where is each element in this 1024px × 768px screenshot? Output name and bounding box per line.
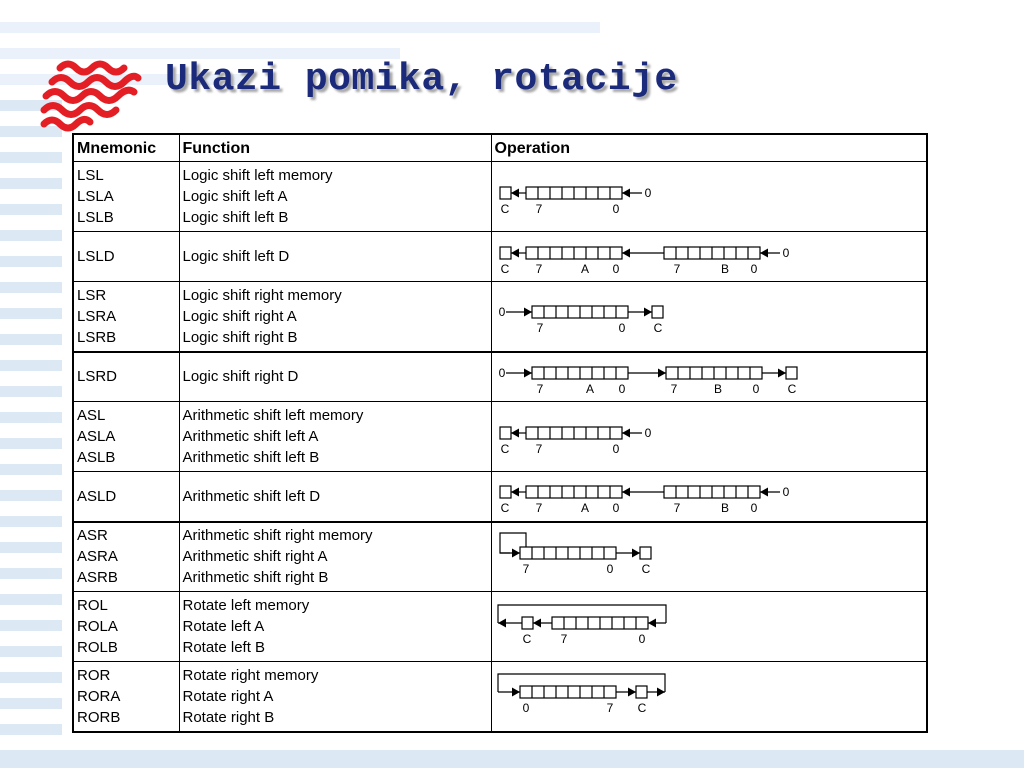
operation-cell — [491, 352, 927, 402]
mnemonic: ASRB — [77, 569, 118, 587]
mnemonic-cell — [73, 592, 179, 662]
arrow-head — [644, 308, 652, 317]
register-a-label: A — [580, 261, 589, 276]
arrow-head — [648, 618, 656, 627]
table-row — [73, 232, 927, 282]
header-operation: Operation — [491, 134, 927, 162]
shift-left-16-diagram — [494, 474, 834, 518]
mnemonic: LSL — [77, 167, 104, 184]
bit-msb-label: 7 — [536, 321, 543, 336]
mnemonic: ASLD — [77, 487, 117, 505]
mnemonic: LSLB — [77, 209, 114, 226]
carry-label: C — [522, 631, 531, 646]
table-row — [73, 662, 927, 732]
table-row — [73, 472, 927, 522]
function-text: Arithmetic shift left B — [182, 449, 320, 466]
table-row — [73, 592, 927, 662]
bit-lsb-label: 0 — [618, 381, 625, 396]
function-text: Rotate left A — [182, 618, 265, 635]
function-text: Logic shift left memory — [182, 167, 333, 184]
zero-in-label: 0 — [644, 185, 651, 200]
operation-cell — [491, 162, 927, 232]
carry-label: C — [500, 501, 509, 516]
bit-lsb-label: 0 — [750, 501, 757, 516]
function-text: Logic shift right A — [182, 307, 297, 325]
operation-cell — [491, 592, 927, 662]
function-text: Arithmetic shift right A — [182, 548, 328, 566]
function-text: Logic shift right B — [182, 328, 298, 346]
operation-cell — [491, 232, 927, 282]
carry-box — [500, 187, 511, 199]
arrow-head — [512, 548, 520, 557]
bit-lsb-label: 0 — [750, 261, 757, 276]
bit-lsb-label: 0 — [612, 201, 619, 216]
function-cell — [179, 472, 491, 522]
shift-right-8-diagram — [494, 294, 834, 338]
arrow-head — [760, 248, 768, 257]
table-row — [73, 282, 927, 352]
bit-lsb-label: 0 — [522, 701, 529, 716]
logo-icon — [38, 52, 168, 138]
register-b-label: B — [720, 501, 729, 516]
arrow-head — [511, 488, 519, 497]
mnemonic: LSRA — [77, 307, 117, 325]
rotate-right-8-diagram — [494, 674, 834, 718]
bit-msb-label: 7 — [673, 261, 680, 276]
arrow-head — [622, 188, 630, 197]
register-b-label: B — [720, 261, 729, 276]
mnemonic: LSR — [77, 286, 107, 304]
slide-title: Ukazi pomika, rotacije — [165, 58, 678, 101]
function-text: Rotate right B — [182, 708, 275, 726]
arrow-head — [498, 618, 506, 627]
carry-box — [786, 367, 797, 379]
function-text: Logic shift right memory — [182, 286, 342, 304]
carry-label: C — [653, 321, 662, 336]
mnemonic-cell — [73, 662, 179, 732]
shift-left-8-diagram — [494, 175, 834, 219]
mnemonic: ASRA — [77, 548, 118, 566]
function-text: Arithmetic shift left D — [182, 487, 321, 505]
carry-box — [522, 617, 533, 629]
mnemonic: LSLA — [77, 188, 114, 205]
carry-box — [652, 306, 663, 318]
carry-label: C — [637, 701, 646, 716]
carry-box — [500, 486, 511, 498]
bit-msb-label: 7 — [535, 261, 542, 276]
instruction-table — [72, 133, 928, 733]
function-cell — [179, 402, 491, 472]
function-text: Rotate left memory — [182, 597, 310, 614]
operation-cell — [491, 402, 927, 472]
mnemonic-cell — [73, 522, 179, 592]
operation-cell — [491, 472, 927, 522]
table-row — [73, 352, 927, 402]
arith-shift-right-8-diagram — [494, 535, 834, 579]
table-row — [73, 522, 927, 592]
mnemonic: ASL — [77, 407, 106, 424]
carry-box — [640, 547, 651, 559]
register-a-label: A — [580, 501, 589, 516]
function-text: Rotate right memory — [182, 666, 319, 684]
mnemonic: ROL — [77, 597, 108, 614]
function-cell — [179, 282, 491, 352]
table-header-row — [73, 134, 927, 162]
zero-in-label: 0 — [644, 425, 651, 440]
mnemonic-cell — [73, 352, 179, 402]
mnemonic: RORB — [77, 708, 121, 726]
function-text: Logic shift left B — [182, 209, 289, 226]
bit-lsb-label: 0 — [618, 321, 625, 336]
mnemonic-cell — [73, 162, 179, 232]
register-b-label: B — [713, 381, 722, 396]
carry-box — [636, 686, 647, 698]
header-function: Function — [179, 134, 491, 162]
function-text: Arithmetic shift right B — [182, 569, 329, 587]
bit-msb-label: 7 — [606, 701, 613, 716]
operation-cell — [491, 522, 927, 592]
function-cell — [179, 592, 491, 662]
mnemonic: LSRB — [77, 328, 117, 346]
operation-cell — [491, 662, 927, 732]
mnemonic: ROR — [77, 666, 111, 684]
zero-in-label: 0 — [782, 485, 789, 500]
arrow-head — [533, 618, 541, 627]
zero-in-label: 0 — [498, 305, 505, 320]
function-text: Rotate left B — [182, 639, 266, 656]
bit-lsb-label: 0 — [612, 261, 619, 276]
shift-left-8-diagram — [494, 415, 834, 459]
zero-in-label: 0 — [782, 245, 789, 260]
arrow-head — [778, 368, 786, 377]
header-mnemonic: Mnemonic — [73, 134, 179, 162]
table-row — [73, 162, 927, 232]
bit-msb-label: 7 — [535, 201, 542, 216]
arrow-head — [628, 688, 636, 697]
function-text: Logic shift right D — [182, 368, 299, 386]
function-text: Logic shift left A — [182, 188, 288, 205]
bit-lsb-label: 0 — [752, 381, 759, 396]
zero-in-label: 0 — [498, 365, 505, 380]
carry-box — [500, 427, 511, 439]
arrow-head — [511, 248, 519, 257]
bit-lsb-label: 0 — [612, 441, 619, 456]
bit-msb-label: 7 — [673, 501, 680, 516]
function-cell — [179, 522, 491, 592]
mnemonic: ASR — [77, 527, 108, 545]
mnemonic: ASLA — [77, 428, 116, 445]
function-text: Logic shift left D — [182, 248, 290, 265]
carry-label: C — [641, 561, 650, 576]
shift-right-16-diagram — [494, 355, 834, 399]
arrow-head — [632, 548, 640, 557]
function-cell — [179, 352, 491, 402]
function-text: Arithmetic shift left A — [182, 428, 319, 445]
bit-lsb-label: 0 — [638, 631, 645, 646]
mnemonic-cell — [73, 472, 179, 522]
arrow-head — [658, 368, 666, 377]
carry-box — [500, 247, 511, 259]
arrow-head — [760, 488, 768, 497]
register-a-label: A — [585, 381, 594, 396]
mnemonic: LSLD — [77, 248, 115, 265]
function-text: Arithmetic shift right memory — [182, 527, 373, 545]
bit-msb-label: 7 — [535, 441, 542, 456]
bit-msb-label: 7 — [522, 561, 529, 576]
arrow-head — [622, 488, 630, 497]
bit-msb-label: 7 — [536, 381, 543, 396]
function-cell — [179, 662, 491, 732]
mnemonic: ROLA — [77, 618, 118, 635]
bit-msb-label: 7 — [535, 501, 542, 516]
bit-msb-label: 7 — [670, 381, 677, 396]
mnemonic-cell — [73, 402, 179, 472]
mnemonic-cell — [73, 232, 179, 282]
arrow-head — [657, 688, 665, 697]
mnemonic: ROLB — [77, 639, 118, 656]
shift-left-16-diagram — [494, 235, 834, 279]
arrow-head — [512, 688, 520, 697]
mnemonic-cell — [73, 282, 179, 352]
arrow-head — [511, 428, 519, 437]
bit-lsb-label: 0 — [606, 561, 613, 576]
function-cell — [179, 232, 491, 282]
mnemonic: ASLB — [77, 449, 116, 466]
mnemonic: RORA — [77, 687, 121, 705]
rotate-left-8-diagram — [494, 605, 834, 649]
arrow-head — [524, 308, 532, 317]
mnemonic: LSRD — [77, 368, 118, 386]
carry-label: C — [500, 441, 509, 456]
function-text: Rotate right A — [182, 687, 274, 705]
carry-label: C — [500, 201, 509, 216]
bit-lsb-label: 0 — [612, 501, 619, 516]
bit-msb-label: 7 — [560, 631, 567, 646]
function-cell — [179, 162, 491, 232]
arrow-head — [622, 248, 630, 257]
operation-cell — [491, 282, 927, 352]
arrow-head — [622, 428, 630, 437]
function-text: Arithmetic shift left memory — [182, 407, 364, 424]
table-row — [73, 402, 927, 472]
arrow-head — [511, 188, 519, 197]
carry-label: C — [787, 381, 796, 396]
arrow-head — [524, 368, 532, 377]
carry-label: C — [500, 261, 509, 276]
